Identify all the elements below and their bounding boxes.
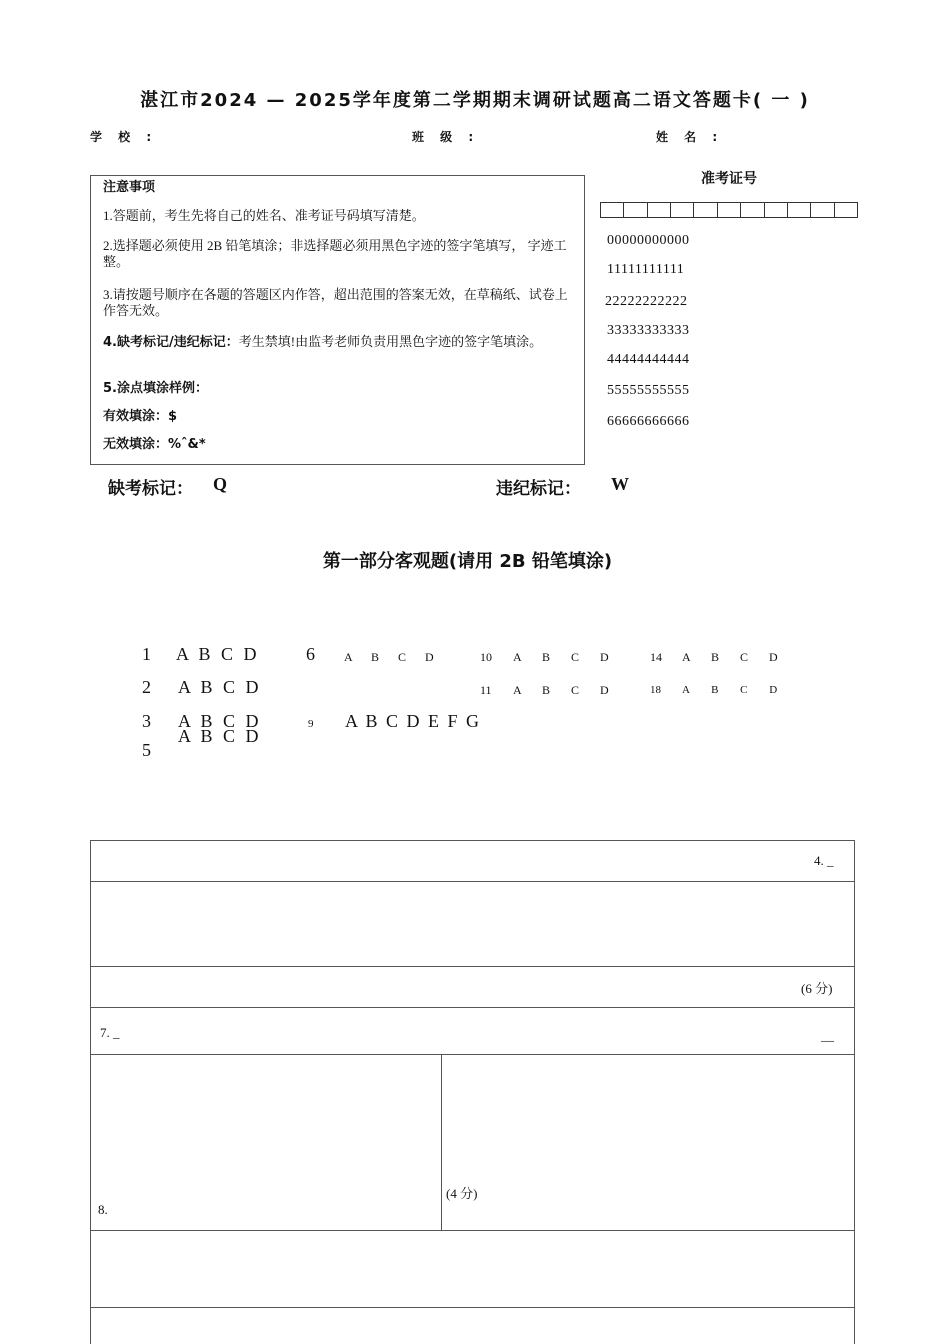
question-9-options[interactable]: A B C D E F G — [345, 711, 480, 731]
question-11-number: 11 — [480, 683, 492, 697]
exam-id-cell[interactable] — [835, 203, 857, 217]
question-7-dash: __ — [821, 1028, 834, 1043]
answer-row-7-header — [90, 1007, 855, 1055]
notice-item-1: 1.答题前，考生先将自己的姓名、准考证号码填写清楚。 — [103, 208, 425, 223]
exam-id-row-4[interactable]: 44444444444 — [607, 352, 690, 367]
exam-id-grid[interactable] — [600, 202, 858, 218]
exam-id-cell[interactable] — [718, 203, 741, 217]
page-title: 湛江市2024 — 2025学年度第二学期期末调研试题高二语文答题卡( 一 ) — [140, 90, 810, 111]
question-1-options[interactable]: A B C D — [176, 644, 257, 664]
name-label: 姓 名 : — [656, 130, 724, 144]
question-14-number: 14 — [650, 650, 662, 664]
answer-area-9[interactable] — [90, 1307, 855, 1344]
question-10-number: 10 — [480, 650, 492, 664]
question-2-options[interactable]: A B C D — [178, 677, 259, 697]
question-6-number: 6 — [306, 644, 315, 664]
exam-id-title: 准考证号 — [701, 171, 757, 187]
notice-item-2: 2.选择题必须使用 2B 铅笔填涂；非选择题必须用黑色字迹的签字笔填写， 字迹工整。 — [103, 238, 567, 269]
question-2-number: 2 — [142, 677, 151, 697]
violation-mark-label: 违纪标记： — [496, 479, 581, 499]
answer-row-score — [90, 966, 855, 1008]
answer-row-4-header — [90, 840, 855, 882]
answer-area-7-left[interactable] — [90, 1054, 442, 1231]
question-8-score: (4 分) — [446, 1186, 478, 1201]
question-4-label: 4. _ — [814, 853, 834, 868]
exam-id-cell[interactable] — [765, 203, 788, 217]
exam-id-cell[interactable] — [624, 203, 647, 217]
exam-id-cell[interactable] — [741, 203, 764, 217]
school-label: 学 校 : — [90, 130, 158, 144]
question-5-options[interactable]: A B C D — [178, 726, 259, 746]
question-3-options[interactable]: A B C D — [178, 711, 259, 731]
exam-id-row-2[interactable]: 22222222222 — [605, 294, 688, 309]
exam-id-row-3[interactable]: 33333333333 — [607, 323, 690, 338]
violation-mark-box[interactable]: W — [611, 474, 629, 494]
notice-item-4 — [103, 334, 573, 351]
question-5-number: 5 — [142, 740, 151, 760]
notice-box — [90, 175, 585, 465]
notice-heading: 注意事项 — [103, 180, 156, 195]
notice-item-4-rest: 考生禁填!由监考老师负责用黑色字迹的签字笔填涂。 — [238, 334, 543, 349]
answer-area-7-right[interactable] — [441, 1054, 855, 1231]
part1-title: 第一部分客观题(请用 2B 铅笔填涂) — [322, 551, 613, 572]
exam-id-cell[interactable] — [648, 203, 671, 217]
class-label: 班 级 : — [412, 130, 480, 144]
invalid-fill-example: 无效填涂：%ˆ&* — [103, 437, 206, 452]
answer-area-4[interactable] — [90, 881, 855, 967]
valid-fill-example: 有效填涂：$ — [103, 409, 178, 424]
question-14-options[interactable]: A B C D — [682, 650, 778, 664]
question-10-options[interactable]: A B C D — [513, 650, 609, 664]
question-6-options[interactable]: A B C D — [344, 650, 434, 664]
notice-item-5: 5.涂点填涂样例： — [103, 381, 208, 396]
question-6-score: (6 分) — [801, 981, 833, 996]
question-7-label: 7. _ — [100, 1025, 120, 1040]
question-11-options[interactable]: A B C D — [513, 683, 609, 697]
question-1-number: 1 — [142, 644, 151, 664]
exam-id-row-5[interactable]: 55555555555 — [607, 383, 690, 398]
question-3-number: 3 — [142, 711, 151, 731]
answer-area-8[interactable] — [90, 1230, 855, 1308]
exam-id-cell[interactable] — [788, 203, 811, 217]
notice-item-4-bold: 4.缺考标记/违纪标记： — [103, 335, 239, 350]
question-9-number: 9 — [308, 718, 314, 730]
notice-item-3: 3.请按题号顺序在各题的答题区内作答，超出范围的答案无效，在草稿纸、试卷上作答无效。 — [103, 287, 568, 318]
exam-id-cell[interactable] — [811, 203, 834, 217]
exam-id-row-6[interactable]: 66666666666 — [607, 414, 690, 429]
exam-id-cell[interactable] — [694, 203, 717, 217]
question-18-number: 18 — [650, 684, 661, 696]
exam-id-cell[interactable] — [671, 203, 694, 217]
absent-mark-label: 缺考标记： — [108, 479, 193, 499]
exam-id-row-0[interactable]: 00000000000 — [607, 233, 690, 248]
question-8-label: 8. — [98, 1202, 108, 1217]
question-18-options[interactable]: A B C D — [682, 684, 778, 696]
exam-id-cell[interactable] — [601, 203, 624, 217]
exam-id-row-1[interactable]: 11111111111 — [607, 262, 685, 277]
absent-mark-box[interactable]: Q — [213, 474, 228, 494]
